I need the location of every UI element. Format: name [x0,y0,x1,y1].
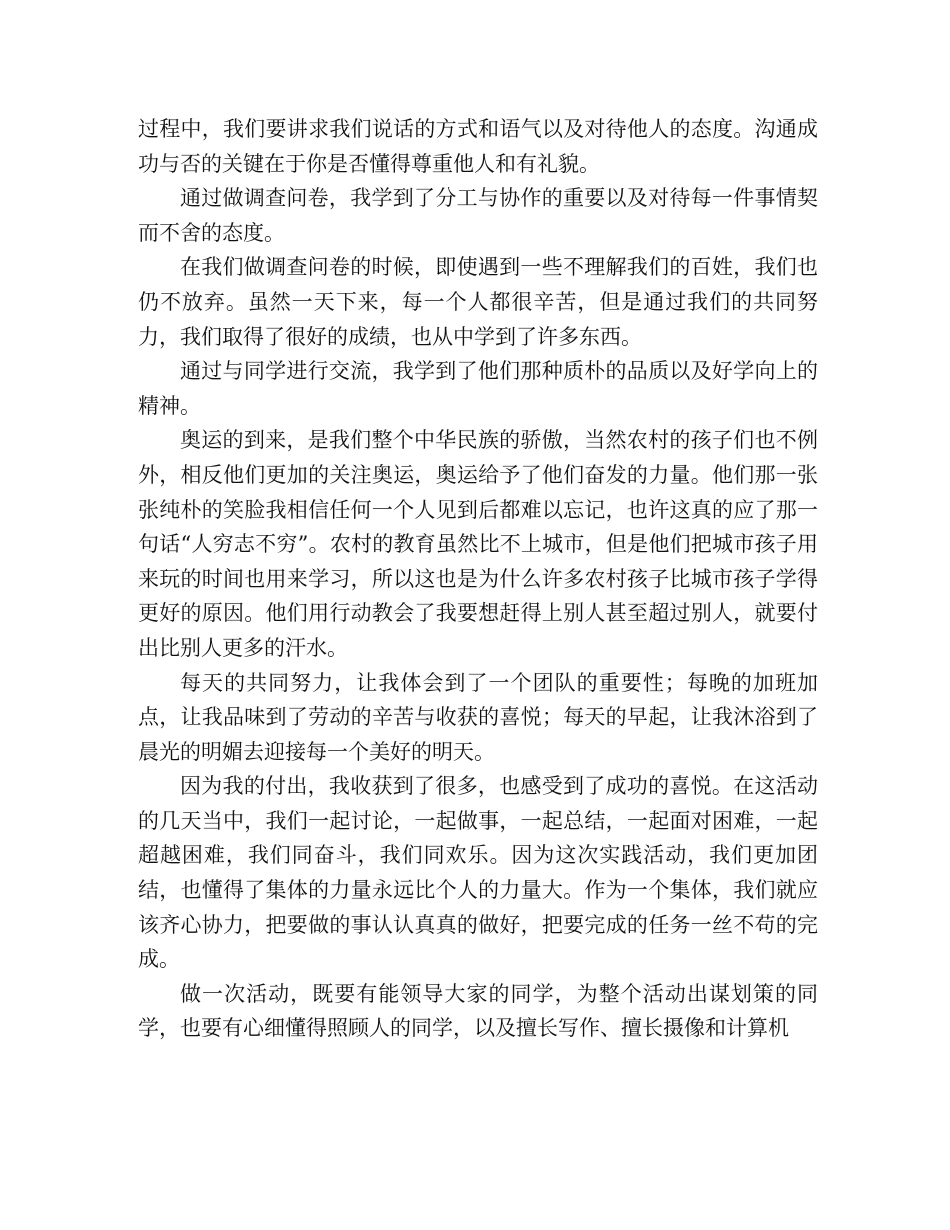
paragraph-4: 通过与同学进行交流，我学到了他们那种质朴的品质以及好学向上的精神。 [138,359,818,418]
paragraph-5: 奥运的到来，是我们整个中华民族的骄傲，当然农村的孩子们也不例外，相反他们更加的关注奥运，奥运给予了他们奋发的力量。他们那一张张纯朴的笑脸我相信任何一个人见到后都难以忘记，也许这真的应了那一句话“人穷志不穷”。农村的教育虽然比不上城市，但是他们把城市孩子用来玩的时间也用来学习，所以这也是为什么许多农村孩子比城市孩子学得更好的原因。他们用行动教会了我要想赶得上别人甚至超过别人，就要付出比别人更多的汗水。 [138,428,818,660]
paragraph-1: 过程中，我们要讲求我们说话的方式和语气以及对待他人的态度。沟通成功与否的关键在于你是否懂得尊重他人和有礼貌。 [138,117,818,176]
paragraph-6: 每天的共同努力，让我体会到了一个团队的重要性；每晚的加班加点，让我品味到了劳动的辛苦与收获的喜悦；每天的早起，让我沐浴到了晨光的明媚去迎接每一个美好的明天。 [138,670,818,764]
document-body [138,112,818,1046]
paragraph-2: 通过做调查问卷，我学到了分工与协作的重要以及对待每一件事情契而不舍的态度。 [138,186,818,245]
paragraph-8: 做一次活动，既要有能领导大家的同学，为整个活动出谋划策的同学，也要有心细懂得照顾人的同学，以及擅长写作、擅长摄像和计算机 [138,981,818,1041]
paragraph-3: 在我们做调查问卷的时候，即使遇到一些不理解我们的百姓，我们也仍不放弃。虽然一天下来，每一个人都很辛苦，但是通过我们的共同努力，我们取得了很好的成绩，也从中学到了许多东西。 [138,255,818,349]
paragraph-7: 因为我的付出，我收获到了很多，也感受到了成功的喜悦。在这活动的几天当中，我们一起讨论，一起做事，一起总结，一起面对困难，一起超越困难，我们同奋斗，我们同欢乐。因为这次实践活动，我们更加团结，也懂得了集体的力量永远比个人的力量大。作为一个集体，我们就应该齐心协力，把要做的事认认真真的做好，把要完成的任务一丝不苟的完成。 [138,774,818,972]
